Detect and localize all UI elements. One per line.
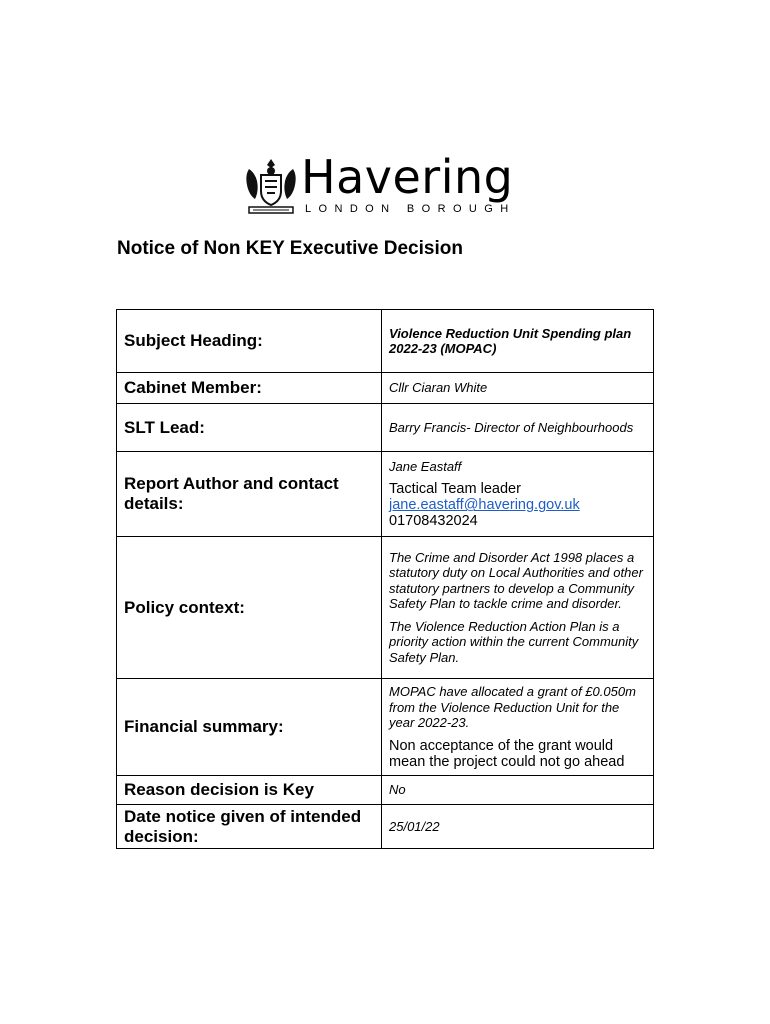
row-slt	[117, 404, 654, 452]
financial-cell	[382, 679, 654, 776]
policy-cell	[382, 537, 654, 679]
cabinet-value: Cllr Ciaran White	[382, 373, 654, 404]
decision-table	[116, 309, 654, 849]
logo-wordmark: Havering	[301, 150, 514, 204]
row-policy	[117, 537, 654, 679]
reason-label: Reason decision is Key	[117, 776, 382, 805]
financial-paragraph-1: MOPAC have allocated a grant of £0.050m from the Violence Reduction Unit for the year 2022-23.	[389, 684, 636, 731]
page-title: Notice of Non KEY Executive Decision	[117, 238, 463, 259]
slt-label: SLT Lead:	[117, 404, 382, 452]
author-name: Jane Eastaff	[389, 458, 462, 474]
policy-label: Policy context:	[117, 537, 382, 679]
policy-paragraph-2: The Violence Reduction Action Plan is a priority action within the current Community Safety Plan.	[389, 618, 639, 665]
cabinet-label: Cabinet Member:	[117, 373, 382, 404]
author-phone: 01708432024	[389, 513, 478, 530]
row-date	[117, 805, 654, 849]
author-label: Report Author and contact details:	[117, 452, 382, 537]
subject-value: Violence Reduction Unit Spending plan 2022-23 (MOPAC)	[382, 310, 654, 373]
author-cell	[382, 452, 654, 537]
author-email-link[interactable]: jane.eastaff@havering.gov.uk	[389, 497, 580, 514]
havering-logo	[243, 150, 523, 217]
policy-paragraph-1: The Crime and Disorder Act 1998 places a statutory duty on Local Authorities and other statutory partners to develop a Community Safety Plan to tackle crime and disorder.	[389, 549, 643, 612]
logo-subtitle: LONDON BOROUGH	[305, 203, 516, 215]
financial-paragraph-2: Non acceptance of the grant would mean the project could not go ahead	[389, 737, 625, 770]
financial-label: Financial summary:	[117, 679, 382, 776]
reason-value: No	[382, 776, 654, 805]
row-financial	[117, 679, 654, 776]
row-cabinet	[117, 373, 654, 404]
date-value: 25/01/22	[382, 805, 654, 849]
subject-label: Subject Heading:	[117, 310, 382, 373]
date-label: Date notice given of intended decision:	[117, 805, 382, 849]
slt-value: Barry Francis- Director of Neighbourhoods	[382, 404, 654, 452]
row-author	[117, 452, 654, 537]
crest-icon	[243, 155, 299, 215]
row-reason	[117, 776, 654, 805]
row-subject	[117, 310, 654, 373]
author-role: Tactical Team leader	[389, 481, 521, 498]
